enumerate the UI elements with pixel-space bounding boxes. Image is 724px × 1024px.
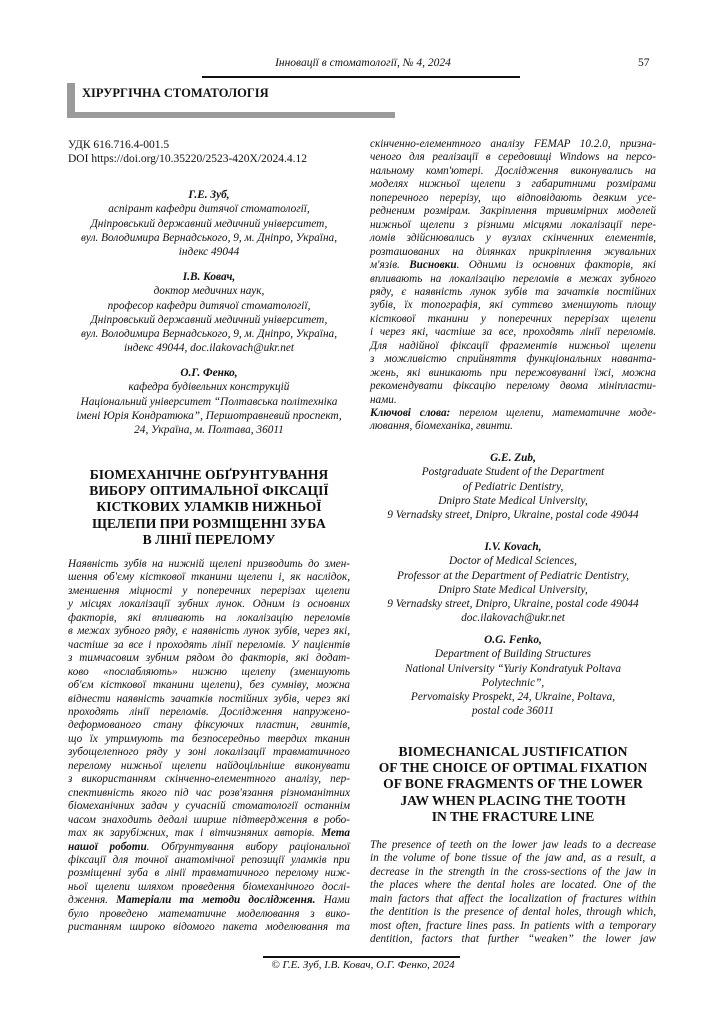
author-affiliation-line: postal code 36011 [472,705,554,718]
author-affiliation-line: доктор медичних наук, [153,285,265,298]
text-line: ково «послабляють» нижню щелепу (зменшують [68,665,350,678]
text-line: віднести наявність зачатків постійних зубів, через які [68,692,350,705]
article-title-en [370,744,656,825]
udc-code: УДК 616.716.4-001.5 [68,139,170,151]
bold-run-in-heading: Мета [321,827,350,840]
author-affiliation-line: Department of Building Structures [434,648,592,661]
text-line: main factors that affect the localization of fractures within [370,892,656,905]
text-line: і через які, частіше за все, проходять лінії переломів. [370,326,656,339]
author-affiliation-line: National University “Yuriy Kondratyuk Poltava [404,662,622,675]
text-line: було проведено математичне моделювання з вико- [68,907,350,920]
text-line: розміщенні зуба в лінії травматичного перелому ниж- [68,867,350,880]
text-line: розташованих на ділянках прикріплення жувальних [370,245,656,258]
author-affiliation-line: кафедра будівельних конструкцій [128,381,290,394]
author-block-en [370,451,656,522]
text-line: з тимчасовим зубним рядом до факторів, які додат- [68,652,350,665]
title-line: IN THE FRACTURE LINE [431,808,595,824]
text-line [370,259,656,272]
text-line: Наявність зубів на нижній щелепі призводить до змен- [68,558,350,570]
text-line: проходять лінії переломів. Дослідження напружено- [68,705,350,718]
text-line: жень, які виникають при пережовуванні їжі, можна [370,366,656,379]
author-affiliation-line: професор кафедри дитячої стоматології, [107,299,311,312]
text-line: редненим розмірам. Закріплення тривимірних моделей [370,205,656,218]
title-line: JAW WHEN PLACING THE TOOTH [400,792,626,808]
author-name: G.E. Zub, [490,452,536,464]
text-line: зменшення міцності у поперечних перерізах щелепи [68,584,350,597]
author-name: O.G. Fenko, [484,634,542,646]
text-line: зубощелепного ряду у зоні локалізації травматичного [68,746,350,759]
text-line: в межах зубного ряду, є наявність лунок зубів, через які, [68,625,350,638]
bold-run-in-heading: Матеріали та методи дослідження. [116,894,316,907]
text-line: кісткової тканини у поперечних перерізах щелепи [370,312,656,325]
author-block-uk [68,366,350,437]
text-line: з використанням скінченно-елементного аналізу, пер- [68,773,350,786]
author-affiliation-line: Postgraduate Student of the Department [421,466,605,479]
author-affiliation-line: Professor at the Department of Pediatric Dentistry, [396,569,630,582]
text-line: у місцях локалізації зубних лунок. Одним із основних [68,598,350,611]
section-title: ХІРУРГІЧНА СТОМАТОЛОГІЯ [82,86,269,100]
author-affiliation-line: Дніпровський державний медичний університет, [90,217,328,230]
text-line: decrease in the strength in the cross-sections of the jaw in [370,865,656,878]
title-line: BIOMECHANICAL JUSTIFICATION [398,744,628,759]
doi-link[interactable]: DOI https://doi.org/10.35220/2523-420X/2024.4.12 [68,152,308,165]
article-title-uk [68,467,350,548]
text-run: дження. [68,894,117,907]
text-line: ломів здійснювались у вузлах скінченних елементів, [370,232,656,245]
text-line: The presence of teeth on the lower jaw leads to a decrease [370,839,656,851]
page-number: 57 [638,57,650,69]
author-affiliation-line: Doctor of Medical Sciences, [449,555,577,568]
text-line: об'єм кісткової тканини щелепи), без сумніву, можна [68,679,350,692]
text-line: частіше за все і проходять лінії переломів. У пацієнтів [68,638,350,651]
text-line: перелому нижньої щелепи найдоцільніше виконувати [68,759,350,772]
author-affiliation-line: of Pediatric Dentistry, [462,480,564,493]
author-affiliation-line: Національний університет “Полтавська політехніка [80,395,338,408]
author-block-en [370,540,656,626]
text-line: ньої щелепи шляхом проведення біомеханічного дослі- [68,880,350,893]
text-line: спективність якого під час розв'язання різноманітних [68,786,350,799]
author-affiliation-line: Дніпровський державний медичний університет, [90,313,328,326]
abstract-en [370,839,656,947]
text-line: зубів, їх топографія, які суттєво зменшують площу [370,299,656,312]
text-line: the places where the dental holes are located. One of the [370,879,656,892]
text-line: нами. [370,393,397,406]
text-line: біомеханічних задач у сучасній стоматології останнім [68,800,350,813]
abstract-uk-part2 [370,138,656,407]
text-run: Нами [315,894,350,907]
text-run: . Одними із основних факторів, які [456,259,657,272]
bold-run-in-heading: нашої роботи [68,840,147,853]
text-line: рекомендувати фіксацію перелому двома мініпласти- [370,380,656,393]
text-line: шення об'єму кісткової тканини щелепи і, як наслідок, [68,571,350,584]
author-block-uk [68,188,350,259]
text-line: ченого для реалізації в середовищі Windows на персо- [370,151,656,164]
text-line: ряду, є наявність лунок зубів та зачатків постійних [370,285,656,298]
bold-run-in-heading: Ключові слова: [370,407,451,419]
author-name: І.В. Ковач, [182,271,236,283]
text-line: факторів, які впливають на локалізацію переломів [68,611,350,624]
author-affiliation-line: індекс 49044, doc.ilakovach@ukr.net [123,342,295,355]
title-line: OF THE CHOICE OF OPTIMAL FIXATION [378,760,648,776]
copyright-footer: © Г.Е. Зуб, І.В. Ковач, О.Г. Фенко, 2024 [271,959,455,971]
text-line [68,841,350,854]
article-meta [68,139,307,166]
title-line: ЩЕЛЕПИ ПРИ РОЗМІЩЕННІ ЗУБА [92,515,326,531]
text-line: лювання, біомеханіка, гвинти. [370,420,513,433]
author-name: О.Г. Фенко, [180,367,238,379]
title-line: БІОМЕХАНІЧНЕ ОБҐРУНТУВАННЯ [89,467,329,482]
abstract-uk-part1 [68,558,350,935]
text-run: перелом щелепи, математичне моде- [450,407,656,419]
keywords-uk [370,407,656,434]
running-head: Інновації в стоматології, № 4, 2024 [275,57,451,69]
title-line: OF BONE FRAGMENTS OF THE LOWER [383,776,643,792]
text-line: in the volume of bone tissue of the jaw and, as a result, a [370,852,656,865]
text-line: нальному комп'ютері. Дослідження виконувались на [370,164,656,177]
text-line: the dentition is the presence of dental holes, through which, [370,906,656,919]
section-banner-underline [67,112,395,118]
title-line: КІСТКОВИХ УЛАМКІВ НИЖНЬОЇ [96,499,322,515]
text-line: впливають на локалізацію переломів в межах зубного [370,272,656,285]
text-line: ристанням широко відомого пакета моделювання та [68,921,350,934]
bold-run-in-heading: Висновки [409,259,457,272]
text-line: dentition, factors that further “weaken” the lower jaw [370,933,656,946]
header-rule [202,76,520,78]
author-affiliation-line: Dnipro State Medical University, [438,494,588,507]
text-line: нижньої щелепи з різними місцями локалізації пере- [370,218,656,231]
text-run: тах як зарубіжних, так і вітчизняних авторів. [68,827,322,840]
author-affiliation-line: Pervomaisky Prospekt, 24, Ukraine, Poltava, [410,691,616,704]
author-block-en [370,633,656,719]
text-run: м'язів. [370,259,410,272]
author-affiliation-line: індекс 49044 [178,246,240,259]
text-line: з можливістю сприйняття функціональних наванта- [370,353,656,366]
author-affiliation-line: Dnipro State Medical University, [438,583,588,596]
author-affiliation-line: вул. Володимира Вернадського, 9, м. Дніпро, Україна, [80,328,338,341]
text-line: поперечного перерізу, що відповідають деяким усе- [370,191,656,204]
text-line: моделях нижньої щелепи з габаритними розмірами [370,178,656,191]
author-name: Г.Е. Зуб, [188,189,230,201]
title-line: В ЛІНІЇ ПЕРЕЛОМУ [142,531,276,547]
text-line: Для надійної фіксації фрагментів нижньої щелепи [370,339,656,352]
author-affiliation-line: 9 Vernadsky street, Dnipro, Ukraine, postal code 49044 [387,509,639,522]
text-line: фіксації для точної анатомічної репозиції уламків при [68,853,350,866]
author-affiliation-line: імені Юрія Кондратюка”, Першотравневий проспект, [76,409,342,422]
footer-rule [263,956,460,958]
text-line: скінченно-елементного аналізу FEMAP 10.2.0, призна- [370,138,656,150]
text-line: деформованого стану фіксуючих пластин, гвинтів, [68,719,350,732]
text-line [68,827,350,840]
author-affiliation-line: 9 Vernadsky street, Dnipro, Ukraine, postal code 49044 [387,598,639,611]
author-affiliation-line: doc.ilakovach@ukr.net [461,612,565,625]
text-line [370,407,656,420]
text-line: часом знаходить дедалі ширше підтвердження в робо- [68,813,350,826]
text-line: що їх утримують та безпосередньо твердих тканин [68,732,350,745]
author-affiliation-line: вул. Володимира Вернадського, 9, м. Дніпро, Україна, [80,231,338,244]
title-line: ВИБОРУ ОПТИМАЛЬНОЇ ФІКСАЦІЇ [89,483,329,499]
author-affiliation-line: 24, Україна, м. Полтава, 36011 [134,424,284,437]
text-line: most often, fracture lines pass. In patients with a temporary [370,919,656,932]
author-affiliation-line: Polytechnic”, [481,676,545,689]
author-block-uk [68,270,350,356]
author-affiliation-line: аспірант кафедри дитячої стоматології, [108,203,310,216]
text-run: . Обґрунтування вибору раціональної [146,840,350,853]
author-name: I.V. Kovach, [484,541,542,553]
text-line [68,894,350,907]
